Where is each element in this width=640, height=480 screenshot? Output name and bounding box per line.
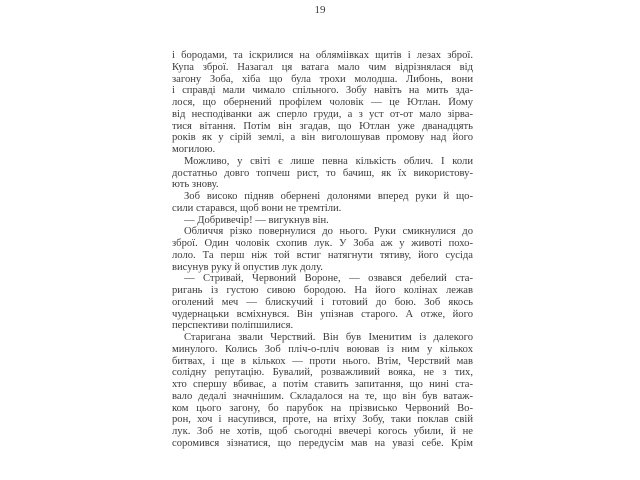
paragraph xyxy=(172,273,473,332)
text-line: хто спершу вбиває, а потім ставить запитання, що нині ста- xyxy=(172,379,473,390)
text-line: Можливо, у світі є лише певна кількість облич. І коли xyxy=(184,155,473,167)
text-line: тися вітання. Потім він згадав, що Ютлан уже дванадцять xyxy=(172,120,473,132)
text-line: загону Зоба, хіба що була трохи молодша. Либонь, вони xyxy=(172,73,473,85)
text-line: — Стривай, Червоний Вороне, — озвався дебелий ста- xyxy=(184,273,473,285)
text-line: достатньо довго топчеш рист, то бачиш, як їх використову- xyxy=(172,167,473,179)
page-number: 19 xyxy=(314,4,326,16)
paragraph xyxy=(172,332,473,450)
text-line: і справді мали чимало спільного. Зобу навіть на мить зда- xyxy=(172,85,473,97)
text-line: ком цього загону, бо парубок на прізвисько Червоний Во- xyxy=(172,402,473,414)
text-line: лоло. Та перш ніж той встиг натягнути тятиву, його сусіда xyxy=(172,249,473,261)
text-line: і бородами, та іскрилися на обляміівках щитів і лезах зброї. xyxy=(172,50,473,61)
text-line: зброї. Один чоловік схопив лук. У Зоба аж у животі похо- xyxy=(172,238,473,249)
text-line: — Добривечір! — вигукнув він. xyxy=(184,214,329,226)
text-line: солідну репутацію. Бувалий, розважливий вояка, не з тих, xyxy=(172,367,473,379)
paragraph xyxy=(172,191,473,215)
text-line: лук. Зоб не хотів, щоб сьогодні ввечері когось убили, й не xyxy=(172,426,473,437)
text-line: висунув руку й опустив лук долу. xyxy=(172,261,323,273)
paragraph xyxy=(172,226,473,273)
text-line: могилою. xyxy=(172,144,216,155)
text-line: перспективи поліпшилися. xyxy=(172,320,294,332)
text-line: ригань із густою сивою бородою. На його колінах лежав xyxy=(172,285,473,296)
text-line: лося, що обернений профілем чоловік — це Ютлан. Йому xyxy=(172,97,473,108)
text-line: від несподіванки аж сперло груди, а з уст от-от мало зірва- xyxy=(172,108,473,120)
text-line: рон, хоч і насупився, проте, на втіху Зобу, таки поклав свій xyxy=(172,414,473,426)
text-line: сили старався, щоб вони не тремтіли. xyxy=(172,202,342,214)
text-line: оголений меч — блискучий і готовий до бою. Зоб якось xyxy=(172,296,473,308)
text-line: Старигана звали Черствий. Він був Іменитим із далекого xyxy=(184,332,473,343)
paragraph xyxy=(172,156,473,191)
text-line: соромився зізнатися, що передусім мав на увазі себе. Крім xyxy=(172,437,473,449)
paragraph xyxy=(172,50,473,156)
text-line: битвах, і ще в кількох — проти нього. Втім, Черствий мав xyxy=(172,355,473,367)
text-line: ють знову. xyxy=(172,179,219,191)
text-line: Обличчя різко повернулися до нього. Руки смикнулися до xyxy=(184,226,473,238)
text-line: минулого. Колись Зоб пліч-о-пліч воював із ним у кількох xyxy=(172,343,473,355)
paragraph xyxy=(172,215,473,227)
text-line: Зоб високо підняв обернені долонями вперед руки й що- xyxy=(184,191,473,202)
text-line: Купа зброї. Назагал ця ватага мало чим відрізнялася від xyxy=(172,61,473,73)
text-line: чудернацьки всміхнувся. Він упізнав старого. А отже, його xyxy=(172,308,473,320)
text-line: вало дедалі значнішим. Складалося на те, що він був ватаж- xyxy=(172,390,473,402)
text-line: років як у сірій землі, а він виголошував промову над його xyxy=(172,132,473,144)
body-text xyxy=(172,50,473,450)
